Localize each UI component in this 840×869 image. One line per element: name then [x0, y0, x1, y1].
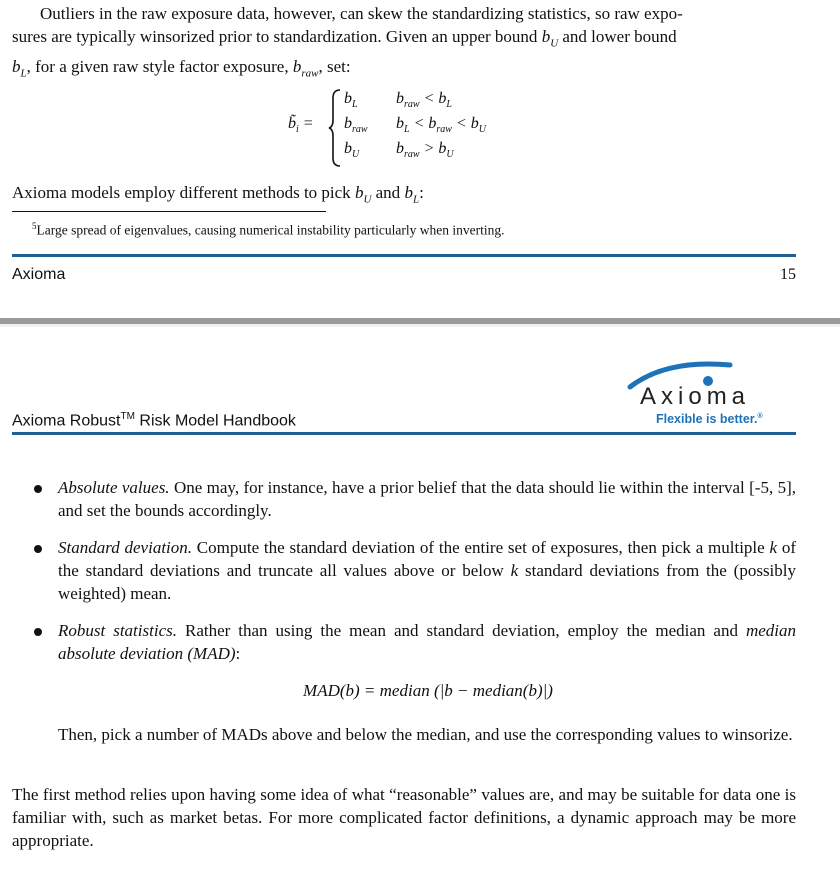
symbol-braw: $b_{raw}$	[292, 57, 319, 80]
equation-lhs: $b̃_i$ =	[288, 115, 314, 136]
para1-line1: Outliers in the raw exposure data, however, can skew the standardizing statistics, so raw expo-	[40, 4, 683, 23]
winsorize-equation	[288, 88, 528, 168]
footer-rule	[12, 254, 796, 257]
footnote-rule	[12, 211, 326, 212]
page-15-bottom	[0, 0, 840, 318]
paragraph-after-equation: Then, pick a number of MADs above and below the median, and use the corresponding values to winsorize.	[58, 725, 793, 744]
eq-row2-cond: $b_L < b_{raw} < b_U$	[396, 115, 486, 136]
bullet-dot-1	[34, 485, 42, 493]
bullet-dot-2	[34, 545, 42, 553]
bullet-standard-deviation: Standard deviation. Compute the standard deviation of the entire set of exposures, then pick a multiple k of the standard deviations and truncate all values above or below k standard deviations from the (possibly weighted) mean.	[58, 538, 796, 603]
header-rule	[12, 432, 796, 435]
symbol-bL-2: $b_L$	[404, 183, 420, 206]
logo-wordmark: Axioma	[640, 383, 751, 410]
paragraph-closing: The first method relies upon having some idea of what “reasonable” values are, and may be suitable for data one is familiar with, such as market betas. For more complicated factor definitions, a dynamic approach may be more appropriate.	[12, 785, 796, 850]
paragraph-winsorize	[12, 2, 796, 86]
bullet-absolute-values: Absolute values. One may, for instance, have a prior belief that the data should lie within the interval [-5, 5], and set the bounds accordingly.	[58, 478, 796, 520]
symbol-bU-2: $b_U$	[354, 183, 372, 206]
symbol-bL: $b_L$	[12, 57, 27, 80]
page-16-top	[0, 327, 840, 869]
page-number: 15	[780, 266, 796, 283]
eq-row3-cond: $b_{raw} > b_U$	[396, 140, 454, 161]
header-title: Axioma Robust™ Risk Model Handbook	[12, 411, 296, 430]
footnote-5: $^5$Large spread of eigenvalues, causing numerical instability particularly when inverting.	[32, 221, 505, 238]
axioma-logo	[626, 357, 786, 429]
eq-row1-cond: $b_{raw} < b_L$	[396, 90, 452, 111]
eq-row3-val: $b_U$	[344, 140, 360, 161]
paragraph-methods-intro: Axioma models employ different methods to pick $b_U$ and $b_L$:	[12, 183, 424, 206]
logo-tagline: Flexible is better.®	[656, 412, 763, 426]
page-gap	[0, 318, 840, 327]
mad-equation: MAD(b) = median (|b − median(b)|)	[303, 681, 553, 700]
bullet-robust-statistics: Robust statistics. Rather than using the mean and standard deviation, employ the median and median absolute deviation (MAD):	[58, 621, 796, 663]
left-brace-icon	[328, 88, 342, 168]
symbol-bU: $b_U$	[541, 27, 559, 50]
bullet-dot-3	[34, 628, 42, 636]
eq-row2-val: $b_{raw}$	[344, 115, 368, 136]
para1-line3: $b_L$, for a given raw style factor exposure, $b_{raw}$, set:	[12, 57, 351, 80]
para1-line2: sures are typically winsorized prior to standardization. Given an upper bound $b_U$ and lower bound	[12, 27, 677, 50]
page-gap-shadow	[0, 318, 840, 324]
eq-row1-val: $b_L$	[344, 90, 358, 111]
footer-left: Axioma	[12, 266, 66, 283]
